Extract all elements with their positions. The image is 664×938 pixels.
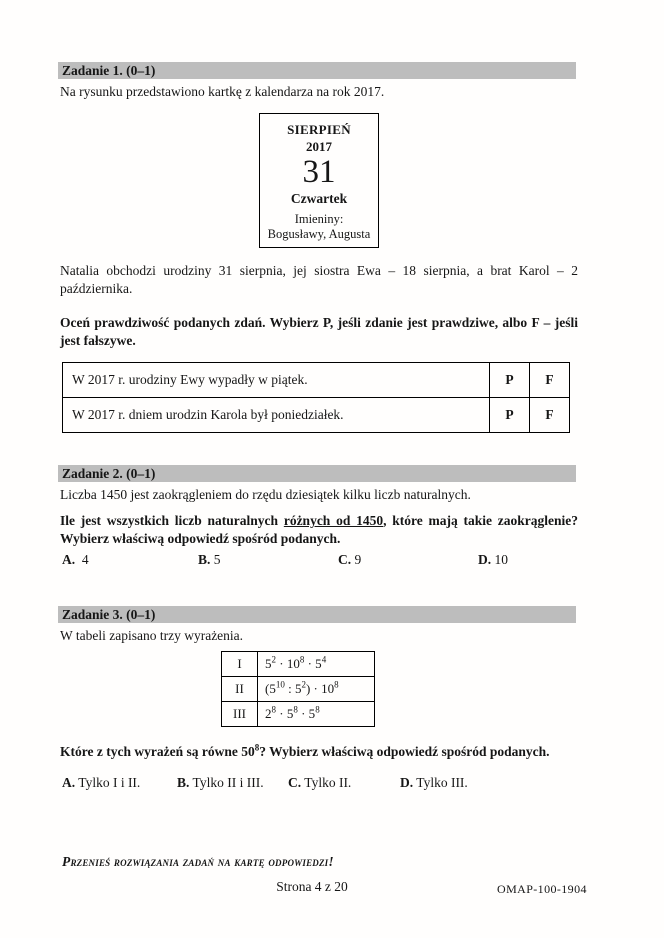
true-false-table (62, 362, 570, 433)
task2-question-underlined: różnych od 1450 (283, 513, 384, 528)
calendar-year: 2017 (306, 139, 332, 154)
answer-option-b: B. Tylko II i III. (177, 775, 264, 790)
calendar-card (259, 113, 379, 248)
task2-intro: Liczba 1450 jest zaokrągleniem do rzędu dziesiątek kilku liczb naturalnych. (60, 487, 471, 502)
table-row (63, 363, 570, 398)
calendar-namedays-label: Imieniny: (294, 212, 344, 226)
task2-question (60, 512, 578, 548)
expression-label: I (222, 652, 258, 677)
task1-instruction: Oceń prawdziwość podanych zdań. Wybierz P, jeśli zdanie jest prawdziwe, albo F – jeśli jest fałszywe. (60, 315, 578, 348)
task2-header-bar: Zadanie 2. (0–1) (58, 465, 576, 482)
answer-option-c: C. 9 (338, 552, 362, 567)
table-row (222, 702, 375, 727)
statement-cell: W 2017 r. dniem urodzin Karola był poniedziałek. (63, 398, 490, 433)
calendar-month: SIERPIEŃ (287, 122, 351, 137)
calendar-day: 31 (302, 154, 336, 190)
task3-header-bar: Zadanie 3. (0–1) (58, 606, 576, 623)
task1-header-bar: Zadanie 1. (0–1) (58, 62, 576, 79)
answer-option-b: B. 5 (198, 552, 221, 567)
page-content (60, 0, 578, 793)
false-option-cell: F (530, 363, 570, 398)
true-option-cell: P (490, 363, 530, 398)
task2-section (60, 465, 578, 570)
task2-question-part1: Ile jest wszystkich liczb naturalnych (60, 513, 284, 528)
table-row (222, 652, 375, 677)
task3-section (60, 606, 578, 793)
task1-section (60, 62, 578, 433)
transfer-answers-note: Przenieś rozwiązania zadań na kartę odpowiedzi! (62, 854, 334, 869)
expression-value: $5^2 \cdot 10^8 \cdot 5^4$ (258, 652, 375, 677)
answer-option-d: D. Tylko III. (400, 775, 468, 790)
task3-options (60, 775, 578, 793)
task1-intro: Na rysunku przedstawiono kartkę z kalendarza na rok 2017. (60, 84, 385, 99)
answer-option-c: C. Tylko II. (288, 775, 352, 790)
document-code: OMAP-100-1904 (497, 882, 587, 896)
task3-question: Które z tych wyrażeń są równe $50^8$? Wybierz właściwą odpowiedź spośród podanych. (60, 742, 550, 759)
answer-option-a: A. Tylko I i II. (62, 775, 141, 790)
answer-option-d: D. 10 (478, 552, 508, 567)
answer-option-a: A. 4 (62, 552, 89, 567)
page-number: Strona 4 z 20 (276, 879, 348, 894)
true-option-cell: P (490, 398, 530, 433)
task2-options (60, 552, 578, 570)
task3-intro: W tabeli zapisano trzy wyrażenia. (60, 628, 244, 643)
expression-value: $2^8 \cdot 5^8 \cdot 5^8$ (258, 702, 375, 727)
false-option-cell: F (530, 398, 570, 433)
task1-description: Natalia obchodzi urodziny 31 sierpnia, jej siostra Ewa – 18 sierpnia, a brat Karol – 2 października. (60, 263, 578, 296)
calendar-weekday: Czwartek (290, 191, 348, 206)
expression-label: III (222, 702, 258, 727)
task2-question-part2: , które mają takie zaokrąglenie? Wybierz właściwą odpowiedź spośród podanych. (60, 513, 579, 546)
expression-label: II (222, 677, 258, 702)
table-row (222, 677, 375, 702)
expression-value: ($5^{10}$ : $5^2) \cdot 10^8$ (258, 677, 375, 702)
expressions-table (221, 651, 375, 727)
statement-cell: W 2017 r. urodziny Ewy wypadły w piątek. (63, 363, 490, 398)
table-row (63, 398, 570, 433)
calendar-namedays: Bogusławy, Augusta (267, 227, 371, 241)
